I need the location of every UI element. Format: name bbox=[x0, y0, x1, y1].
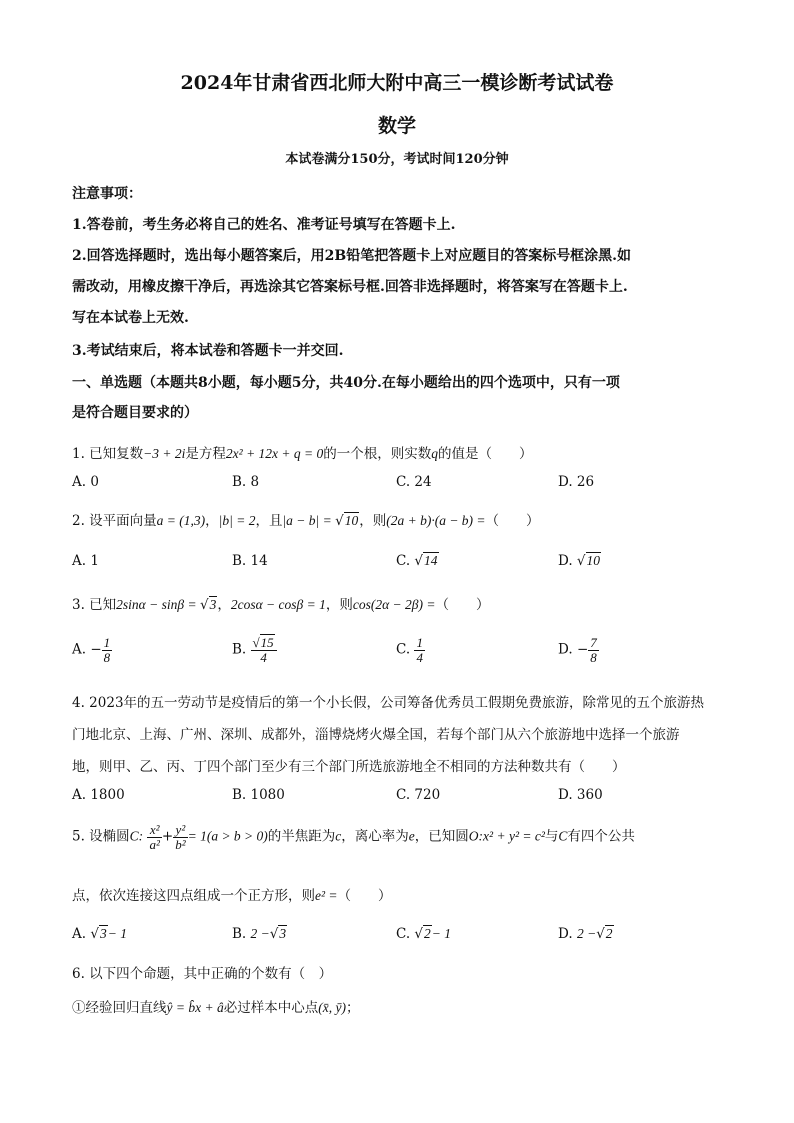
q3-option-d-fraction: $\frac{7}{8}$ bbox=[590, 635, 597, 665]
q1-option-b: B. 8 bbox=[232, 474, 260, 490]
question-4-line-2: 门地北京、上海、广州、深圳、成都外，淄博烧烤火爆全国，若每个部门从六个旅游地中选择一个旅游 bbox=[72, 727, 680, 743]
q3-option-a: A. − $\frac{1}{8}$ bbox=[72, 635, 111, 665]
q5-option-a: A. √3− 1 bbox=[72, 926, 127, 942]
q5-option-b: B. 2 −√3 bbox=[232, 926, 287, 942]
exam-meta: 本试卷满分150分，考试时间120分钟 bbox=[285, 152, 509, 167]
q3-option-b: B. $\frac{√15}{4}$ bbox=[232, 636, 277, 664]
q3-option-b-fraction: $\frac{√15}{4}$ bbox=[251, 636, 277, 664]
q4-option-b: B. 1080 bbox=[232, 787, 285, 803]
q5-fraction-y: $\frac{\text{y²}}{\text{b²}}$ bbox=[175, 822, 186, 852]
page-title: 2024年甘肃省西北师大附中高三一模诊断考试试卷 bbox=[180, 72, 614, 94]
question-6-item-1: ①经验回归直线ŷ = b̂x + â必过样本中心点(x̄, ȳ)； bbox=[72, 1000, 360, 1016]
q4-option-c: C. 720 bbox=[396, 787, 441, 803]
q3-option-d: D. − $\frac{7}{8}$ bbox=[558, 635, 597, 665]
question-1: 1. 已知复数−3 + 2i是方程2x² + 12x + q = 0的一个根，则实数q的值是（ ） bbox=[72, 446, 533, 462]
q2-option-c: C. √14 bbox=[396, 553, 438, 569]
notice-item-2-line-3: 写在本试卷上无效. bbox=[72, 310, 189, 326]
q1-complex: −3 + 2i bbox=[143, 446, 186, 461]
q5-option-c: C. √2− 1 bbox=[396, 926, 452, 942]
q5-fraction-x: $\frac{\text{x²}}{\text{a²}}$ bbox=[149, 822, 160, 852]
q3-option-c: C. $\frac{1}{4}$ bbox=[396, 635, 423, 665]
question-4-line-1: 4. 2023年的五一劳动节是疫情后的第一个小长假，公司筹备优秀员工假期免费旅游，除常见的五个旅游热 bbox=[72, 695, 705, 711]
question-4-line-3: 地，则甲、乙、丙、丁四个部门至少有三个部门所选旅游地全不相同的方法种数共有（ ） bbox=[72, 759, 626, 775]
subject-title: 数学 bbox=[377, 115, 416, 137]
q3-option-c-fraction: $\frac{1}{4}$ bbox=[416, 635, 423, 665]
question-2: 2. 设平面向量a = (1,3)，|b| = 2，且|a − b| = √10，则(2a + b)·(a − b) =（ ） bbox=[72, 513, 540, 529]
section-heading-line-2: 是符合题目要求的） bbox=[72, 405, 198, 421]
q4-option-d: D. 360 bbox=[558, 787, 603, 803]
q2-option-a: A. 1 bbox=[72, 553, 99, 569]
q4-option-a: A. 1800 bbox=[72, 787, 125, 803]
q1-option-c: C. 24 bbox=[396, 474, 432, 490]
question-5-line-2: 点，依次连接这四点组成一个正方形，则e² =（ ） bbox=[72, 888, 392, 904]
q2-option-b: B. 14 bbox=[232, 553, 268, 569]
notice-item-2-line-2: 需改动，用橡皮擦干净后，再选涂其它答案标号框.回答非选择题时，将答案写在答题卡上. bbox=[72, 279, 628, 295]
q1-option-d: D. 26 bbox=[558, 474, 595, 490]
q2-option-d: D. √10 bbox=[558, 553, 601, 569]
section-heading-line-1: 一、单选题（本题共8小题，每小题5分，共40分.在每小题给出的四个选项中，只有一项 bbox=[72, 375, 620, 391]
question-6: 6. 以下四个命题，其中正确的个数有（ ） bbox=[72, 966, 333, 982]
q1-equation: 2x² + 12x + q = 0 bbox=[225, 446, 324, 461]
q5-option-d: D. 2 −√2 bbox=[558, 926, 613, 942]
notice-item-3: 3.考试结束后，将本试卷和答题卡一并交回. bbox=[72, 343, 344, 359]
q1-option-a: A. 0 bbox=[72, 474, 99, 490]
q3-option-a-fraction: $\frac{1}{8}$ bbox=[103, 635, 111, 665]
question-3: 3. 已知2sinα − sinβ = √3，2cosα − cosβ = 1，则cos(2α − 2β) =（ ） bbox=[72, 597, 490, 613]
question-5-line-1: 5. 设椭圆C: $\frac{\text{x²}}{\text{a²}}$ + $\frac{\text{y²}}{\text{b²}}$ = 1(a > b > 0)的半焦距为c，离心率为e，已知圆O:x² + y² = c²与C有四个公共 bbox=[72, 822, 635, 852]
notice-heading: 注意事项： bbox=[72, 186, 142, 202]
notice-item-1: 1.答卷前，考生务必将自己的姓名、准考证号填写在答题卡上. bbox=[72, 217, 456, 233]
notice-item-2-line-1: 2.回答选择题时，选出每小题答案后，用2B铅笔把答题卡上对应题目的答案标号框涂黑.如 bbox=[72, 248, 632, 264]
